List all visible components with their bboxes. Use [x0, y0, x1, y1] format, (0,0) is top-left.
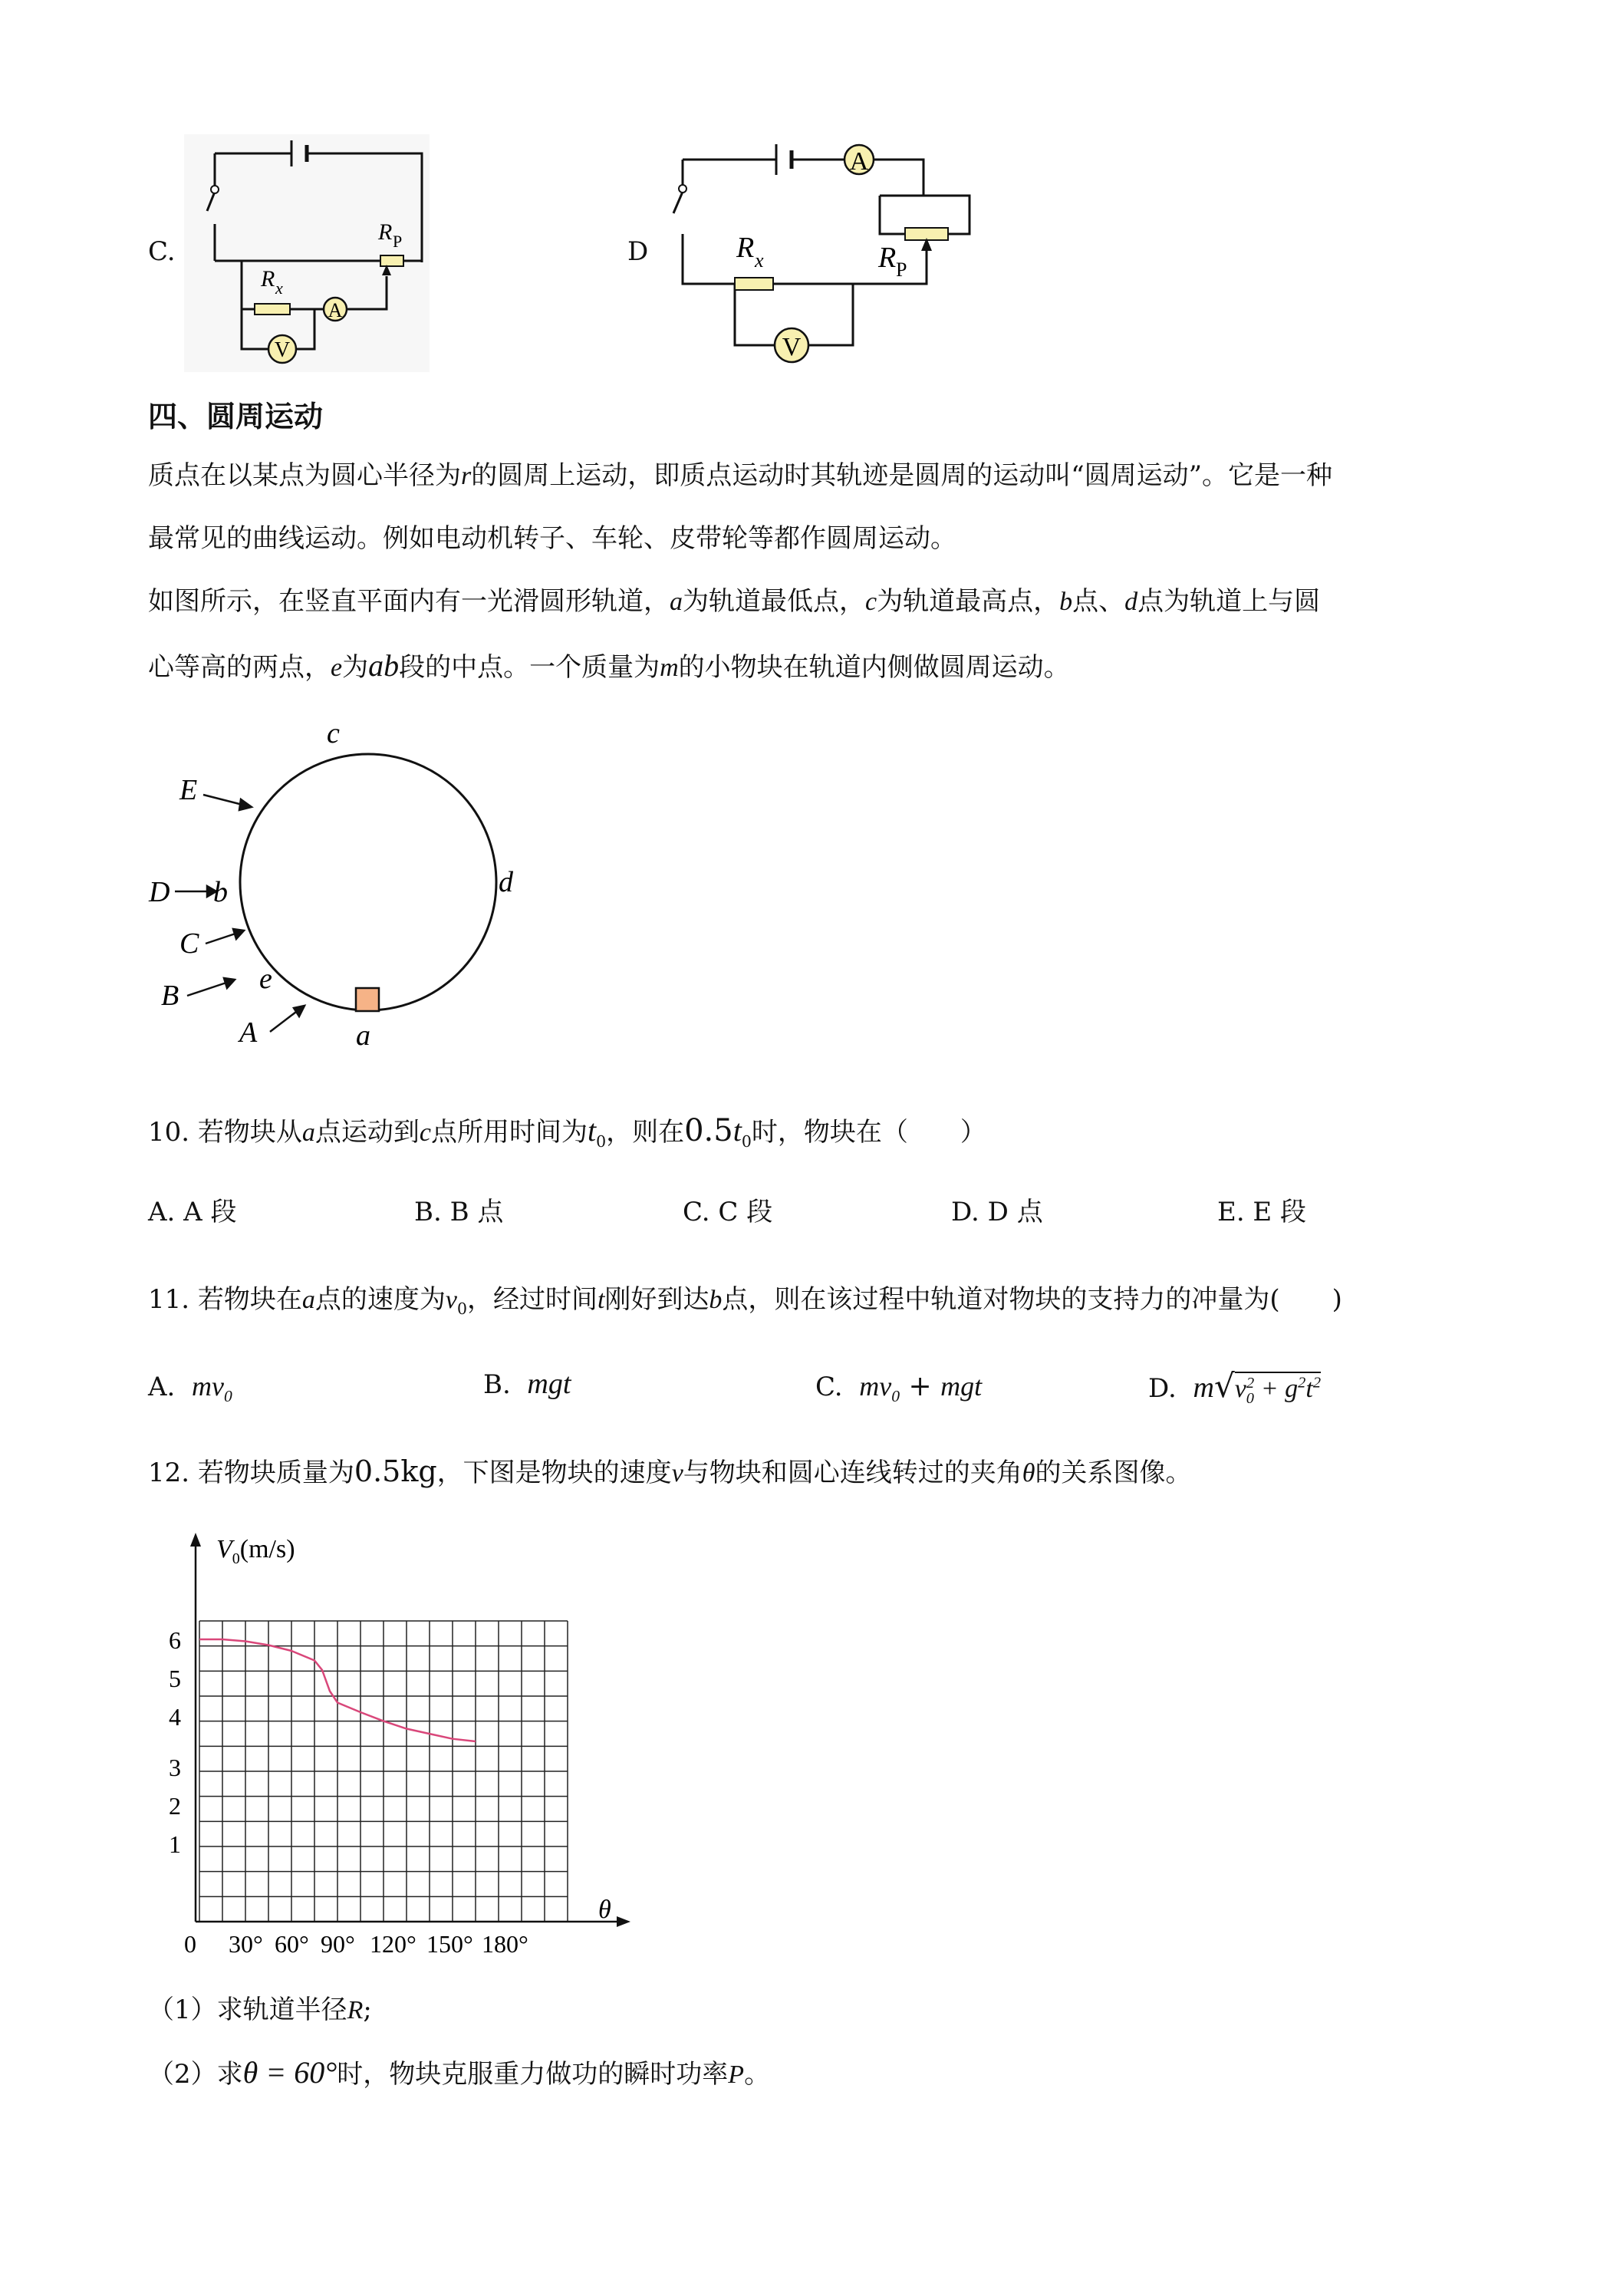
q10-option-a: A. A 段 [148, 1197, 237, 1227]
y-tick-label: 6 [169, 1626, 181, 1654]
chart-xlabel: θ [598, 1896, 611, 1924]
resistor-icon [735, 278, 773, 290]
q10-option-c: C. C 段 [683, 1197, 773, 1227]
rheostat-icon [380, 255, 403, 266]
paragraph-2: 最常见的曲线运动。例如电动机转子、车轮、皮带轮等都作圆周运动。 [148, 523, 956, 554]
question-10: 10. 若物块从a点运动到c点所用时间为$t_0$，则在$0.5t_0$时，物块在（ ） [148, 1113, 986, 1151]
x-tick-label: 60° [275, 1930, 309, 1958]
x-axis-arrow-icon [617, 1916, 630, 1927]
x-tick-label: 120° [370, 1930, 416, 1958]
x-tick-label: 180° [482, 1930, 528, 1958]
arrow-icon [224, 978, 235, 988]
label-c: c [327, 717, 340, 749]
velocity-angle-chart [153, 1527, 644, 1972]
label-b: b [213, 876, 228, 908]
rp-label: R [378, 219, 393, 245]
ammeter-label: A [328, 299, 343, 321]
question-11: 11. 若物块在a点的速度为$v_0$，经过时间t刚好到达b点，则在该过程中轨道对物块的支持力的冲量为( ) [148, 1284, 1342, 1318]
label-D: D [149, 876, 170, 908]
label-a: a [356, 1020, 370, 1052]
q11-option-d: D. $m√v_0^2 + g^2t^2$ [1148, 1367, 1322, 1407]
q10-option-d: D. D 点 [951, 1197, 1043, 1227]
option-d-label: D [627, 236, 649, 267]
paragraph-4: 心等高的两点，e为ab段的中点。一个质量为m的小物块在轨道内侧做圆周运动。 [148, 648, 1070, 683]
y-tick-label: 5 [169, 1665, 181, 1692]
ammeter-label: A [849, 147, 869, 176]
option-c-label: C. [148, 236, 176, 267]
label-C: C [179, 927, 199, 960]
paragraph-3: 如图所示，在竖直平面内有一光滑圆形轨道，a为轨道最低点，c为轨道最高点，b点、d点为轨道上与圆 [148, 586, 1321, 617]
x-tick-label: 0 [184, 1930, 196, 1958]
y-tick-label: 3 [169, 1754, 181, 1781]
chart-grid [199, 1621, 568, 1922]
section-title: 四、圆周运动 [148, 399, 324, 433]
q10-option-b: B. B 点 [414, 1197, 504, 1227]
paragraph-1: 质点在以某点为圆心半径为r的圆周上运动，即质点运动时其轨迹是圆周的运动叫“圆周运动”。它是一种 [148, 460, 1332, 491]
label-B: B [161, 980, 179, 1012]
subquestion-1: （1）求轨道半径R; [148, 1995, 372, 2025]
x-tick-label: 150° [426, 1930, 473, 1958]
q11-option-b: B. mgt [483, 1368, 571, 1400]
circuit-diagram-d [660, 130, 982, 376]
label-d: d [499, 866, 513, 898]
label-e: e [259, 963, 272, 995]
q11-option-a: A. $mv_0$ [148, 1371, 232, 1406]
x-tick-label: 30° [229, 1930, 263, 1958]
arrow-icon [294, 1006, 305, 1016]
x-tick-label: 90° [321, 1930, 355, 1958]
voltmeter-label: V [782, 333, 802, 361]
subquestion-2: （2）求θ = 60°时，物块克服重力做功的瞬时功率P。 [148, 2055, 771, 2090]
rp-sub: P [896, 259, 907, 281]
switch-pivot-icon [211, 186, 219, 193]
y-axis-arrow-icon [190, 1533, 201, 1547]
y-tick-label: 1 [169, 1830, 181, 1858]
rx-sub: x [275, 278, 283, 298]
block-icon [356, 988, 379, 1011]
rx-label: R [736, 232, 755, 264]
circular-track-diagram [146, 713, 529, 1066]
rx-sub: x [755, 249, 764, 272]
y-tick-label: 2 [169, 1792, 181, 1820]
label-A: A [239, 1016, 258, 1049]
resistor-icon [255, 304, 290, 315]
rp-label: R [878, 242, 897, 274]
arrow-icon [239, 799, 252, 810]
rp-sub: P [393, 232, 403, 251]
question-12: 12. 若物块质量为0.5kg，下图是物块的速度v与物块和圆心连线转过的夹角θ的关系图像。 [148, 1454, 1192, 1488]
chart-ylabel: $V_0(m/s)$ [216, 1535, 295, 1567]
circuit-diagram-c [184, 134, 430, 372]
voltmeter-label: V [274, 338, 291, 362]
arrow-icon [233, 929, 244, 939]
q10-option-e: E. E 段 [1217, 1197, 1307, 1227]
y-tick-label: 4 [169, 1703, 181, 1731]
q11-option-c: C. $mv_0$ + mgt [815, 1371, 983, 1406]
track-circle [240, 754, 496, 1010]
rx-label: R [261, 266, 275, 292]
switch-pivot-icon [679, 185, 686, 193]
label-E: E [179, 774, 198, 806]
